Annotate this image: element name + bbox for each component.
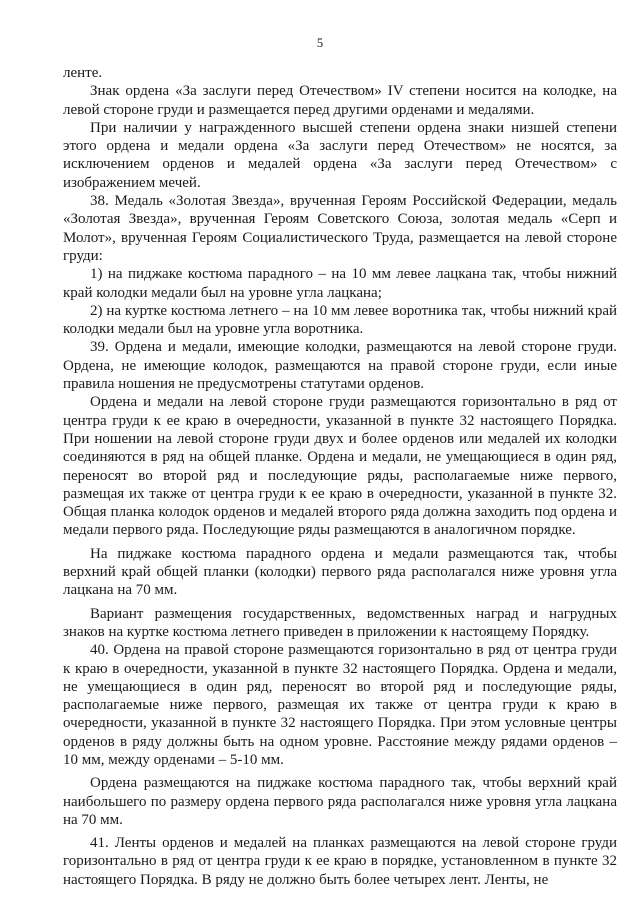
document-body [63,64,617,889]
paragraph: 2) на куртке костюма летнего – на 10 мм левее воротника так, чтобы нижний край колодки медали был на уровне угла воротника. [63,302,617,338]
paragraph: Ордена размещаются на пиджаке костюма парадного так, чтобы верхний край наибольшего по размеру ордена первого ряда располагался ниже уровня угла лацкана на 70 мм. [63,775,617,828]
paragraph: Вариант размещения государственных, ведомственных наград и нагрудных знаков на куртке костюма летнего приведен в приложении к настоящему Порядку. [63,605,617,640]
paragraph: 38. Медаль «Золотая Звезда», врученная Героям Российской Федерации, медаль «Золотая Звезда», врученная Героям Советского Союза, золотая медаль «Серп и Молот», врученная Героям Социалистического Труда, размещается на левой стороне груди: [63,193,617,264]
paragraph: ленте. [63,65,103,81]
paragraph: На пиджаке костюма парадного ордена и медали размещаются так, чтобы верхний край общей планки (колодки) первого ряда располагался ниже уровня угла лацкана на 70 мм. [63,545,617,599]
paragraph: 1) на пиджаке костюма парадного – на 10 мм левее лацкана так, чтобы нижний край колодки медали был на уровне угла лацкана; [63,266,617,301]
paragraph: Знак ордена «За заслуги перед Отечеством» IV степени носится на колодке, на левой стороне груди и размещается перед другими орденами и медалями. [63,83,617,118]
paragraph: При наличии у награжденного высшей степени ордена знаки низшей степени этого ордена и медали ордена «За заслуги перед Отечеством» не носятся, за исключением орденов и медалей ордена «За заслуги перед Отечеством» с изображением мечей. [63,119,617,191]
paragraph: 39. Ордена и медали, имеющие колодки, размещаются на левой стороне груди. Ордена, не имеющие колодок, размещаются на правой стороне груди, если иные правила ношения не предусмотрены статутами орденов. [63,339,617,393]
paragraph: 41. Ленты орденов и медалей на планках размещаются на левой стороне груди горизонтально в ряд от центра груди к ее краю в порядке, установленном в пункте 32 настоящего Порядка. В ряду не должно быть более четырех лент. Ленты, не [63,835,617,888]
page-number: 5 [316,36,324,50]
paragraph: Ордена и медали на левой стороне груди размещаются горизонтально в ряд от центра груди к ее краю в очередности, указанной в пункте 32 настоящего Порядка. При ношении на левой стороне груди двух и более орденов или медалей их колодки соединяются в ряд на общей планке. Ордена и медали, не умещающиеся в один ряд, переносят во второй ряд и последующие ряды, располагаемые ниже первого, размещая их также от центра груди к ее краю в очередности, указанной в пункте 32. Общая планка колодок орденов и медалей второго ряда должна заходить под ордена и медали первого ряда. Последующие ряды размещаются в аналогичном порядке. [63,394,617,539]
paragraph: 40. Ордена на правой стороне размещаются горизонтально в ряд от центра груди к краю в очередности, указанной в пункте 32 настоящего Порядка. Ордена и медали, не умещающиеся в один ряд, переносят во второй ряд и последующие ряды, располагаемые ниже первого, размещая их также от центра груди к краю в очередности, указанной в пункте 32 настоящего Порядка. При этом условные центры орденов в ряду должны быть на одном уровне. Расстояние между рядами орденов – 10 мм, между орденами – 5-10 мм. [63,642,617,768]
